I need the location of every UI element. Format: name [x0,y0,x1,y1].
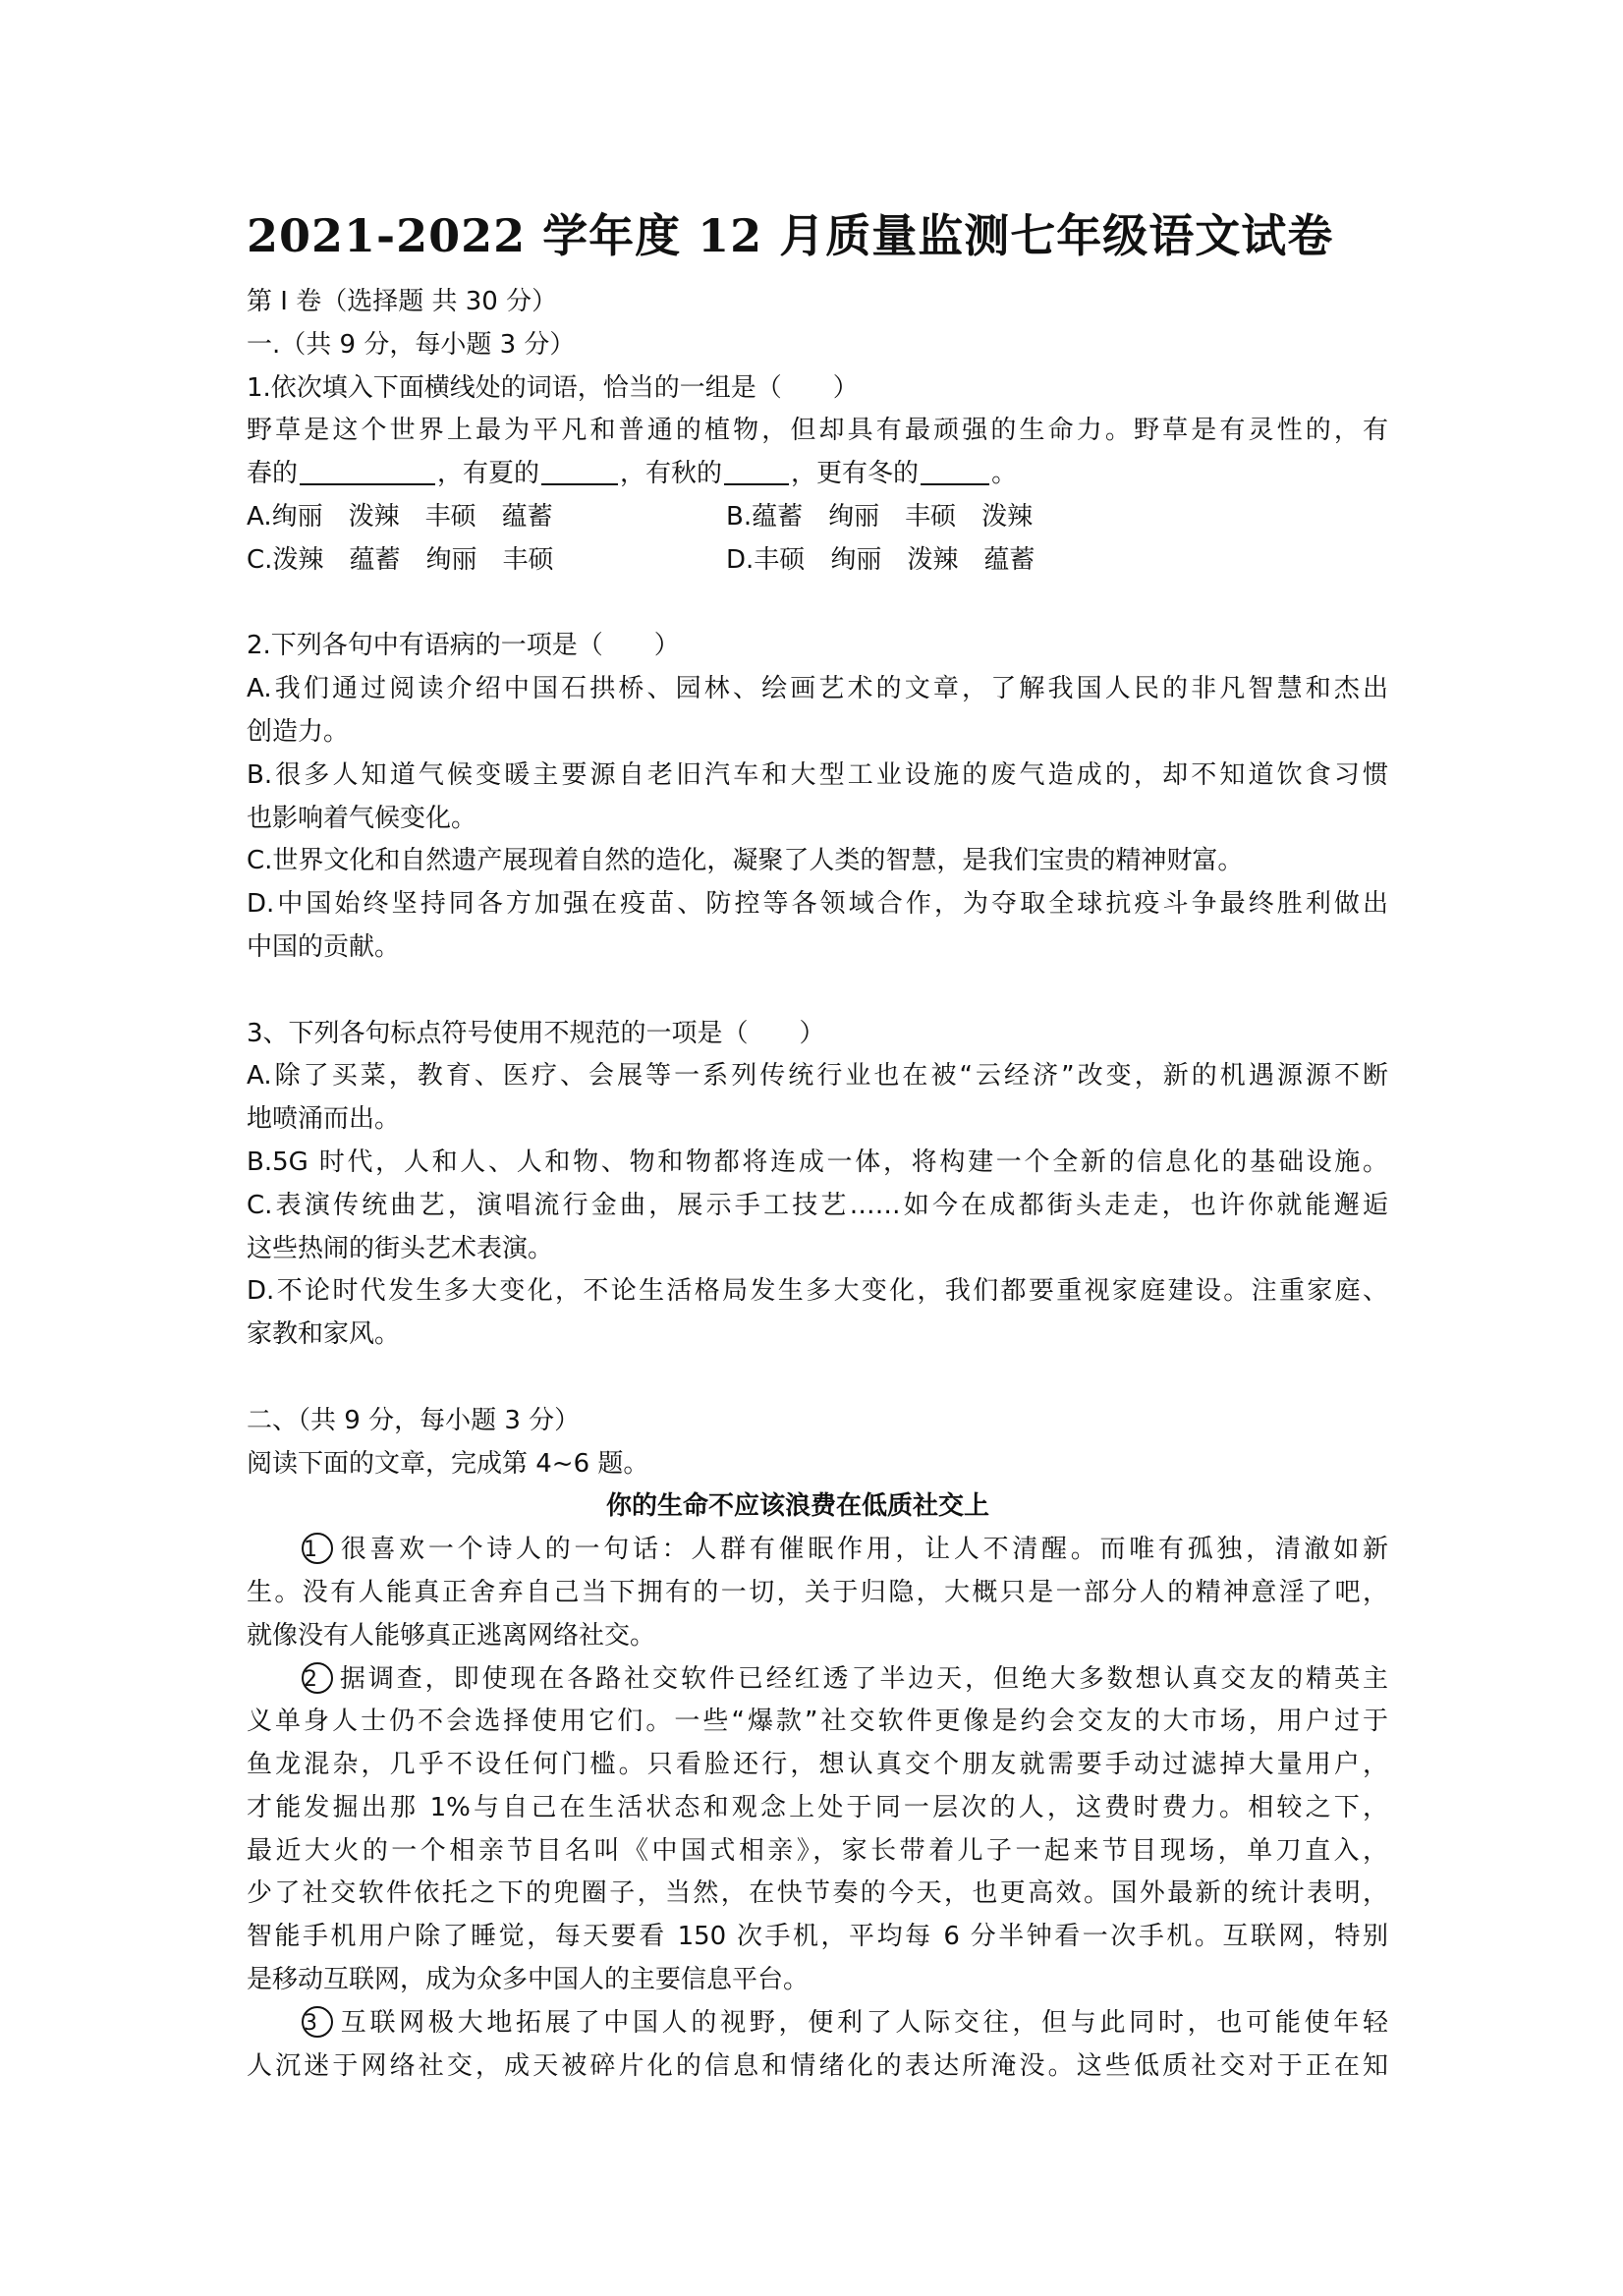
fill-blank[interactable] [724,456,789,485]
option-a-line: A.我们通过阅读介绍中国石拱桥、园林、绘画艺术的文章，了解我国人民的非凡智慧和杰出 [247,674,1388,704]
options-row-ab [247,496,1388,539]
option-a[interactable]: A.绚丽 泼辣 丰硕 蕴蓄 [247,501,553,532]
passage-title: 你的生命不应该浪费在低质社交上 [605,1491,989,1522]
option-c-line: C.世界文化和自然遗产展现着自然的造化，凝聚了人类的智慧，是我们宝贵的精神财富。 [247,846,1244,876]
option-c-line: 这些热闹的街头艺术表演。 [247,1233,554,1263]
paragraph-2-line: 智能手机用户除了睡觉，每天要看 150 次手机，平均每 6 分半钟看一次手机。互联网，特别 [247,1922,1388,1952]
exam-page [247,204,1388,2088]
paragraph-2-line: 义单身人士仍不会选择使用它们。一些“爆款”社交软件更像是约会交友的大市场，用户过于 [247,1707,1388,1737]
option-b-line: B.5G 时代，人和人、人和物、物和物都将连成一体，将构建一个全新的信息化的基础设施。 [247,1147,1388,1177]
fill-blank[interactable] [921,456,989,485]
paragraph-1-line: 生。没有人能真正舍弃自己当下拥有的一切，关于归隐，大概只是一部分人的精神意淫了吧， [247,1577,1388,1607]
fill-blank[interactable] [541,456,618,485]
paragraph-1-line: 就像没有人能够真正逃离网络社交。 [247,1620,656,1651]
paragraph-2-line: 2 据调查，即使现在各路社交软件已经红透了半边天，但绝大多数想认真交友的精英主 [304,1663,1388,1694]
paragraph-2-line: 最近大火的一个相亲节目名叫《中国式相亲》，家长带着儿子一起来节目现场，单刀直入， [247,1835,1388,1866]
paragraph-3-line: 人沉迷于网络社交，成天被碎片化的信息和情绪化的表达所淹没。这些低质社交对于正在知 [247,2050,1388,2081]
question-3-stem: 3、下列各句标点符号使用不规范的一项是（ ） [247,1018,825,1048]
option-d-line: 中国的贡献。 [247,931,401,962]
option-a-line: 创造力。 [247,716,350,747]
option-c-line: C.表演传统曲艺，演唱流行金曲，展示手工技艺……如今在成都街头走走，也许你就能邂逅 [247,1190,1388,1220]
option-d-line: D.中国始终坚持同各方加强在疫苗、防控等各领域合作，为夺取全球抗疫斗争最终胜利做出 [247,889,1388,920]
reading-instruction: 阅读下面的文章，完成第 4~6 题。 [247,1448,649,1479]
option-c[interactable]: C.泼辣 蕴蓄 绚丽 丰硕 [247,544,554,575]
fill-blank[interactable] [300,456,435,485]
question-1-stem: 1.依次填入下面横线处的词语，恰当的一组是（ ） [247,372,859,403]
options-row-cd [247,539,1388,583]
paragraph-number: 2 [302,1662,333,1694]
option-d[interactable]: D.丰硕 绚丽 泼辣 蕴蓄 [726,544,1035,575]
paragraph-2-line: 才能发掘出那 1%与自己在生活状态和观念上处于同一层次的人，这费时费力。相较之下， [247,1792,1388,1822]
paragraph-2-line: 少了社交软件依托之下的兜圈子，当然，在快节奏的今天，也更高效。国外最新的统计表明， [247,1878,1388,1909]
option-a-line: A.除了买菜，教育、医疗、会展等一系列传统行业也在被“云经济”改变，新的机遇源源不断 [247,1061,1388,1092]
option-a-line: 地喷涌而出。 [247,1104,401,1135]
paragraph-2-line: 是移动互联网，成为众多中国人的主要信息平台。 [247,1965,810,1995]
part-heading-2: 二、（共 9 分，每小题 3 分） [247,1405,581,1435]
blank-text: 。 [991,459,1018,489]
option-d-line: 家教和家风。 [247,1319,401,1350]
blank-text: ，更有冬的 [791,459,920,489]
paragraph-3-line: 3 互联网极大地拓展了中国人的视野，便利了人际交往，但与此同时，也可能使年轻 [304,2007,1388,2038]
question-1-blanks [247,453,1388,496]
paragraph-1-line: 1 很喜欢一个诗人的一句话：人群有催眠作用，让人不清醒。而唯有孤独，清澈如新 [304,1535,1388,1565]
option-b-line: B.很多人知道气候变暖主要源自老旧汽车和大型工业设施的废气造成的，却不知道饮食习惯 [247,759,1388,790]
section-heading: 第 I 卷（选择题 共 30 分） [247,287,558,316]
question-2-stem: 2.下列各句中有语病的一项是（ ） [247,631,680,661]
option-b[interactable]: B.蕴蓄 绚丽 丰硕 泼辣 [726,501,1034,532]
question-1-text: 野草是这个世界上最为平凡和普通的植物，但却具有最顽强的生命力。野草是有灵性的，有 [247,416,1388,446]
paragraph-number: 3 [302,2006,333,2038]
page-title: 2021-2022 学年度 12 月质量监测七年级语文试卷 [247,209,1334,262]
option-d-line: D.不论时代发生多大变化，不论生活格局发生多大变化，我们都要重视家庭建设。注重家庭、 [247,1276,1388,1307]
blank-text: ，有夏的 [437,459,540,489]
option-b-line: 也影响着气候变化。 [247,803,477,833]
blank-text: ，有秋的 [620,459,723,489]
paragraph-number: 1 [302,1533,333,1564]
blank-text: 春的 [247,459,299,489]
part-heading-1: 一.（共 9 分，每小题 3 分） [247,329,576,360]
paragraph-2-line: 鱼龙混杂，几乎不设任何门槛。只看脸还行，想认真交个朋友就需要手动过滤掉大量用户， [247,1750,1388,1780]
